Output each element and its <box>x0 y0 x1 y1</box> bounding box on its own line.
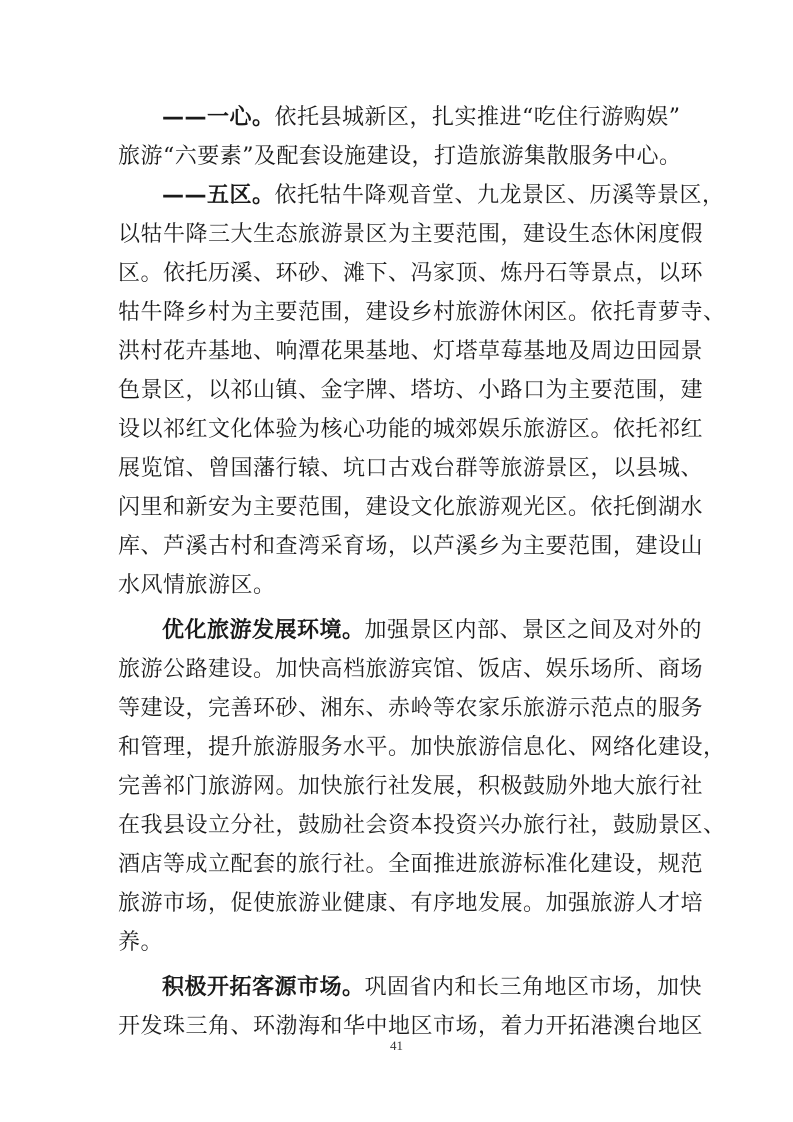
paragraph-line: 等建设，完善环砂、湘东、赤岭等农家乐旅游示范点的服务 <box>118 696 704 721</box>
document-page <box>118 98 726 1046</box>
paragraph-line: 以牯牛降三大生态旅游景区为主要范围，建设生态休闲度假 <box>118 222 704 247</box>
paragraph-text: 加强景区内部、景区之间及对外的 <box>364 618 703 643</box>
paragraph-line <box>118 176 725 215</box>
paragraph-line: 展览馆、曾国藩行辕、坑口古戏台群等旅游景区，以县城、 <box>118 456 704 481</box>
paragraph-line: 和管理，提升旅游服务水平。加快旅游信息化、网络化建设， <box>118 735 726 760</box>
paragraph-lead: 积极开拓客源市场。 <box>162 975 365 1000</box>
paragraph-line: 在我县设立分社，鼓励社会资本投资兴办旅行社，鼓励景区、 <box>118 813 726 838</box>
paragraph-line: 旅游市场，促使旅游业健康、有序地发展。加强旅游人才培 <box>118 891 704 916</box>
paragraph-line <box>118 611 703 650</box>
paragraph-line: 牯牛降乡村为主要范围，建设乡村旅游休闲区。依托青萝寺、 <box>118 300 726 325</box>
paragraph-line: 酒店等成立配套的旅行社。全面推进旅游标准化建设，规范 <box>118 852 704 877</box>
page-number: 41 <box>390 1038 403 1053</box>
paragraph-line: 设以祁红文化体验为核心功能的城郊娱乐旅游区。依托祁红 <box>118 417 704 442</box>
paragraph-lead: ——五区。 <box>162 183 275 208</box>
paragraph-line: 闪里和新安为主要范围，建设文化旅游观光区。依托倒湖水 <box>118 495 704 520</box>
paragraph-line: 旅游“六要素”及配套设施建设，打造旅游集散服务中心。 <box>118 144 682 169</box>
paragraph-line <box>118 98 681 137</box>
paragraph-line: 养。 <box>118 930 164 955</box>
paragraph-text: 依托县城新区，扎实推进“吃住行游购娱” <box>274 105 681 130</box>
paragraph-line: 水风情旅游区。 <box>118 573 276 598</box>
paragraph-lead: ——一心。 <box>162 105 275 130</box>
paragraph-line: 旅游公路建设。加快高档旅游宾馆、饭店、娱乐场所、商场 <box>118 657 704 682</box>
paragraph-line <box>118 968 703 1007</box>
paragraph-line: 完善祁门旅游网。加快旅行社发展，积极鼓励外地大旅行社 <box>118 774 704 799</box>
paragraph-lead: 优化旅游发展环境。 <box>162 618 365 643</box>
paragraph-text: 巩固省内和长三角地区市场，加快 <box>364 975 703 1000</box>
paragraph-line: 色景区，以祁山镇、金字牌、塔坊、小路口为主要范围，建 <box>118 378 704 403</box>
paragraph-line: 洪村花卉基地、响潭花果基地、灯塔草莓基地及周边田园景 <box>118 339 704 364</box>
paragraph-line: 区。依托历溪、环砂、滩下、冯家顶、炼丹石等景点，以环 <box>118 261 704 286</box>
paragraph-text: 依托牯牛降观音堂、九龙景区、历溪等景区， <box>274 183 725 208</box>
paragraph-line: 库、芦溪古村和查湾采育场，以芦溪乡为主要范围，建设山 <box>118 534 704 559</box>
paragraph-line: 开发珠三角、环渤海和华中地区市场，着力开拓港澳台地区 <box>118 1014 704 1039</box>
